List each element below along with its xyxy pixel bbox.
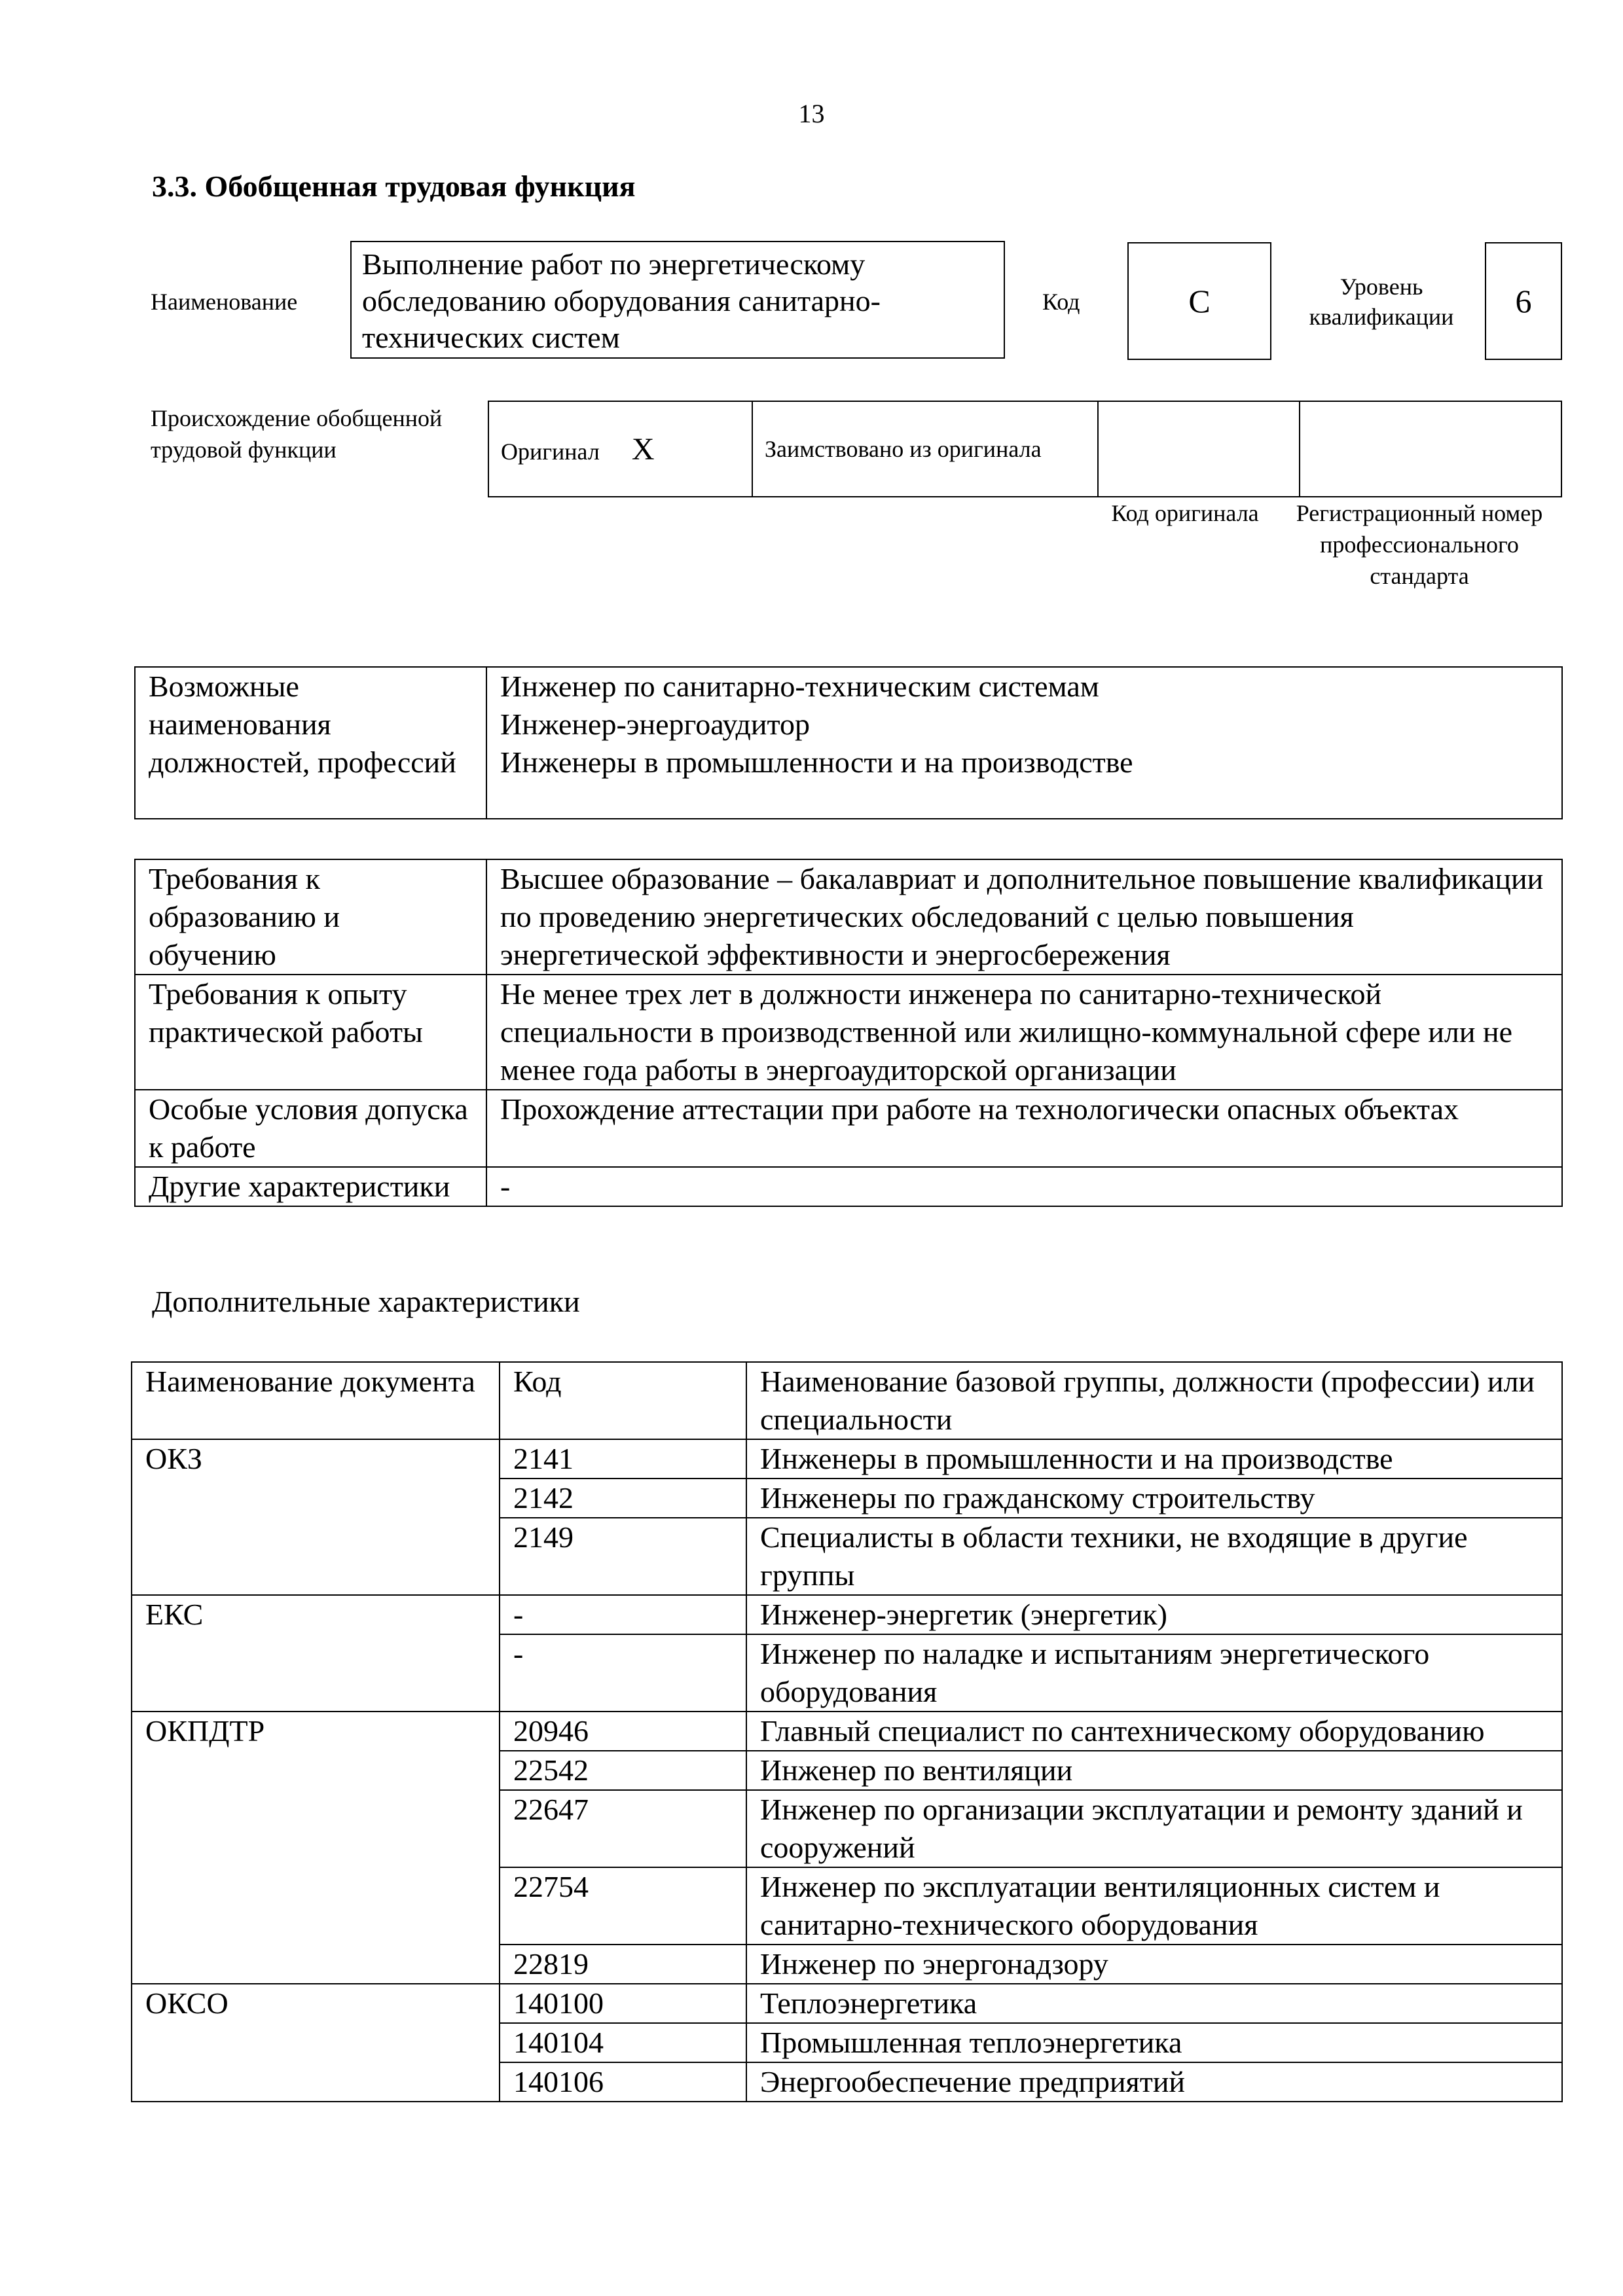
- name-cell: Инженер-энергетик (энергетик): [746, 1595, 1562, 1634]
- position-item: Инженер по санитарно-техническим системам: [500, 670, 1099, 703]
- header-document: Наименование документа: [132, 1362, 500, 1439]
- borrowed-label: Заимствовано из оригинала: [752, 401, 1098, 497]
- reg-number-label: Регистрационный номер профессионального стандарта: [1296, 500, 1543, 589]
- original-label: Оригинал: [501, 438, 600, 465]
- original-code-cell: [1098, 401, 1300, 497]
- code-cell: -: [500, 1595, 746, 1634]
- requirement-row: [135, 859, 1562, 975]
- requirement-label: Другие характеристики: [135, 1167, 486, 1206]
- code-cell: 140100: [500, 1984, 746, 2023]
- code-cell: 20946: [500, 1712, 746, 1751]
- name-cell: Главный специалист по сантехническому оборудованию: [746, 1712, 1562, 1751]
- code-cell: 22647: [500, 1790, 746, 1867]
- level-label: Уровень квалификации: [1309, 274, 1454, 330]
- code-value-box: C: [1127, 242, 1271, 360]
- name-cell: Инженер по эксплуатации вентиляционных систем и санитарно-технического оборудования: [746, 1867, 1562, 1945]
- name-cell: Инженеры в промышленности и на производстве: [746, 1439, 1562, 1479]
- code-cell: 140106: [500, 2062, 746, 2102]
- code-cell: -: [500, 1634, 746, 1712]
- requirement-value: Не менее трех лет в должности инженера по санитарно-технической специальности в производственной или жилищно-коммунальной сфере или не менее года работы в энергоаудиторской организации: [486, 975, 1562, 1090]
- code-cell: 140104: [500, 2023, 746, 2062]
- additional-table: [131, 1361, 1563, 2102]
- position-item: Инженеры в промышленности и на производстве: [500, 745, 1133, 779]
- requirement-value: -: [486, 1167, 1562, 1206]
- header-name: Наименование базовой группы, должности (профессии) или специальности: [746, 1362, 1562, 1439]
- requirement-label: Особые условия допуска к работе: [135, 1090, 486, 1167]
- reg-number-cell: [1300, 401, 1561, 497]
- original-code-label: Код оригинала: [1111, 500, 1259, 526]
- function-name-box: Выполнение работ по энергетическому обследованию оборудования санитарно-технических систем: [350, 241, 1005, 359]
- requirement-label: Требования к образованию и обучению: [135, 859, 486, 975]
- doc-cell: ОКЗ: [132, 1439, 500, 1595]
- table-row: [132, 1595, 1562, 1634]
- doc-cell: ОКСО: [132, 1984, 500, 2102]
- doc-cell: ЕКС: [132, 1595, 500, 1712]
- header-code: Код: [500, 1362, 746, 1439]
- name-cell: Промышленная теплоэнергетика: [746, 2023, 1562, 2062]
- level-value-box: 6: [1485, 242, 1562, 360]
- origin-table: [488, 401, 1562, 497]
- name-cell: Инженер по наладке и испытаниям энергетического оборудования: [746, 1634, 1562, 1712]
- requirement-value: Высшее образование – бакалавриат и дополнительное повышение квалификации по проведению энергетических обследований с целью повышения энергетической эффективности и энергосбережения: [486, 859, 1562, 975]
- name-cell: Инженер по энергонадзору: [746, 1945, 1562, 1984]
- section-title: 3.3. Обобщенная трудовая функция: [152, 170, 636, 203]
- positions-label: Возможные наименования должностей, профессий: [135, 667, 486, 819]
- code-cell: 22819: [500, 1945, 746, 1984]
- origin-label: Происхождение обобщенной трудовой функции: [151, 405, 443, 463]
- name-cell: Специалисты в области техники, не входящие в другие группы: [746, 1518, 1562, 1595]
- requirements-table: [134, 859, 1563, 1207]
- name-cell: Инженер по вентиляции: [746, 1751, 1562, 1790]
- code-label: Код: [1042, 289, 1080, 315]
- name-cell: Инженер по организации эксплуатации и ремонту зданий и сооружений: [746, 1790, 1562, 1867]
- requirement-label: Требования к опыту практической работы: [135, 975, 486, 1090]
- name-label: Наименование: [151, 289, 298, 315]
- code-cell: 2141: [500, 1439, 746, 1479]
- table-row: [132, 1984, 1562, 2023]
- page-number: 13: [798, 99, 825, 128]
- code-cell: 22542: [500, 1751, 746, 1790]
- positions-table: [134, 666, 1563, 819]
- name-cell: Инженеры по гражданскому строительству: [746, 1479, 1562, 1518]
- origin-original-cell: [488, 401, 752, 497]
- table-row: [132, 1439, 1562, 1479]
- doc-cell: ОКПДТР: [132, 1712, 500, 1984]
- name-cell: Энергообеспечение предприятий: [746, 2062, 1562, 2102]
- code-cell: 22754: [500, 1867, 746, 1945]
- table-row: [132, 1712, 1562, 1751]
- requirement-row: [135, 975, 1562, 1090]
- name-cell: Теплоэнергетика: [746, 1984, 1562, 2023]
- requirement-row: [135, 1090, 1562, 1167]
- additional-title: Дополнительные характеристики: [152, 1285, 580, 1318]
- position-item: Инженер-энергоаудитор: [500, 708, 810, 741]
- requirement-row: [135, 1167, 1562, 1206]
- code-cell: 2149: [500, 1518, 746, 1595]
- code-cell: 2142: [500, 1479, 746, 1518]
- positions-list: [486, 667, 1562, 819]
- additional-header-row: [132, 1362, 1562, 1439]
- original-mark: X: [631, 431, 655, 467]
- requirement-value: Прохождение аттестации при работе на технологически опасных объектах: [486, 1090, 1562, 1167]
